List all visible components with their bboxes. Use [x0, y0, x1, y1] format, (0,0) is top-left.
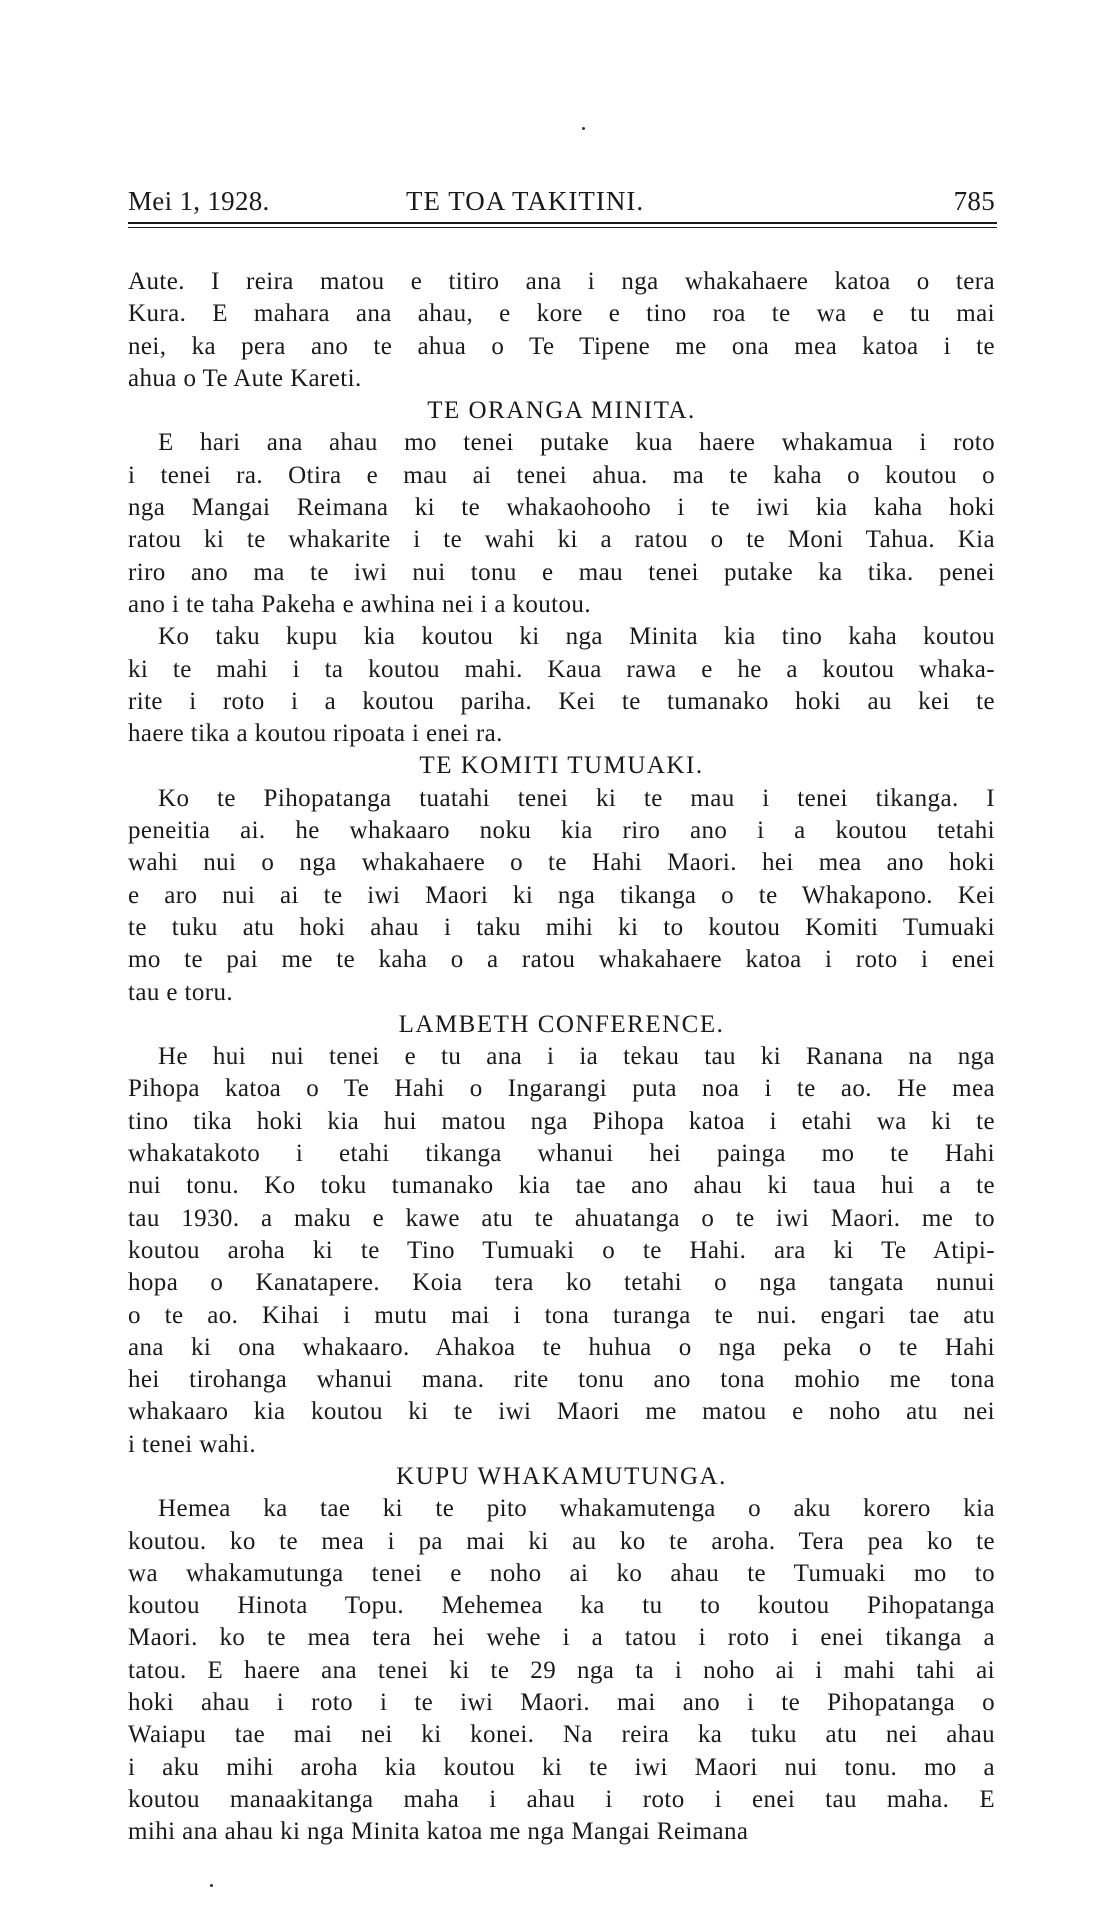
text-line: i tenei ra. Otira e mau ai tenei ahua. ma te kaha o koutou o [128, 461, 995, 489]
text-line: ratou ki te whakarite i te wahi ki a ratou o te Moni Tahua. Kia [128, 526, 995, 554]
text-line: tau 1930. a maku e kawe atu te ahuatanga o te iwi Maori. me to [128, 1204, 995, 1232]
text-line: ana ki ona whakaaro. Ahakoa te huhua o nga peka o te Hahi [128, 1333, 995, 1361]
text-line: whakaaro kia koutou ki te iwi Maori me matou e noho atu nei [128, 1398, 995, 1426]
text-line: Kura. E mahara ana ahau, e kore e tino roa te wa e tu mai [128, 300, 995, 328]
text-line: koutou aroha ki te Tino Tumuaki o te Hahi. ara ki Te Atipi- [128, 1236, 995, 1264]
text-line: wa whakamutunga tenei e noho ai ko ahau te Tumuaki mo to [128, 1559, 995, 1587]
text-line: nga Mangai Reimana ki te whakaohooho i te iwi kia kaha hoki [128, 494, 995, 522]
text-line: ki te mahi i ta koutou mahi. Kaua rawa e he a koutou whaka- [128, 655, 995, 683]
header-date: Mei 1, 1928. [128, 186, 270, 216]
text-line: mo te pai me te kaha o a ratou whakahaere katoa i roto i enei [128, 946, 995, 974]
body-text [128, 266, 995, 1849]
text-line: mihi ana ahau ki nga Minita katoa me nga Mangai Reimana [128, 1818, 749, 1846]
section-heading: KUPU WHAKAMUTUNGA. [396, 1462, 727, 1490]
text-line: nui tonu. Ko toku tumanako kia tae ano ahau ki taua hui a te [128, 1172, 995, 1200]
section-heading: TE KOMITI TUMUAKI. [419, 752, 704, 780]
page-header [128, 186, 995, 222]
text-line: koutou. ko te mea i pa mai ki au ko te aroha. Tera pea ko te [128, 1527, 995, 1555]
text-line: riro ano ma te iwi nui tonu e mau tenei putake ka tika. penei [128, 558, 995, 586]
text-line: Ko taku kupu kia koutou ki nga Minita kia tino kaha koutou [158, 623, 995, 651]
text-line: ahua o Te Aute Kareti. [128, 364, 362, 392]
section-heading: LAMBETH CONFERENCE. [398, 1010, 725, 1038]
text-line: Waiapu tae mai nei ki konei. Na reira ka tuku atu nei ahau [128, 1721, 995, 1749]
text-line: Aute. I reira matou e titiro ana i nga whakahaere katoa o tera [128, 268, 995, 295]
text-line: rite i roto i a koutou pariha. Kei te tumanako hoki au kei te [128, 687, 995, 715]
text-line: e aro nui ai te iwi Maori ki nga tikanga o te Whakapono. Kei [128, 881, 995, 909]
text-line: wahi nui o nga whakahaere o te Hahi Maori. hei mea ano hoki [128, 849, 995, 877]
header-title: TE TOA TAKITINI. [406, 186, 645, 216]
text-line: hopa o Kanatapere. Koia tera ko tetahi o nga tangata nunui [128, 1269, 995, 1297]
text-line: Ko te Pihopatanga tuatahi tenei ki te mau i tenei tikanga. I [158, 784, 995, 812]
section-heading: TE ORANGA MINITA. [427, 397, 696, 425]
speck-mark [210, 1884, 213, 1887]
text-line: koutou Hinota Topu. Mehemea ka tu to koutou Pihopatanga [128, 1592, 995, 1620]
text-line: hoki ahau i roto i te iwi Maori. mai ano i te Pihopatanga o [128, 1689, 995, 1717]
text-line: koutou manaakitanga maha i ahau i roto i enei tau maha. E [128, 1785, 995, 1813]
text-line: ano i te taha Pakeha e awhina nei i a koutou. [128, 590, 591, 618]
header-page-number: 785 [953, 186, 995, 216]
text-line: o te ao. Kihai i mutu mai i tona turanga te nui. engari tae atu [128, 1301, 995, 1329]
text-line: te tuku atu hoki ahau i taku mihi ki to koutou Komiti Tumuaki [128, 913, 995, 941]
text-line: tino tika hoki kia hui matou nga Pihopa katoa i etahi wa ki te [128, 1107, 995, 1135]
speck-mark [582, 127, 585, 130]
text-line: i aku mihi aroha kia koutou ki te iwi Maori nui tonu. mo a [128, 1753, 995, 1781]
text-line: tau e toru. [128, 978, 234, 1006]
text-line: tatou. E haere ana tenei ki te 29 nga ta i noho ai i mahi tahi ai [128, 1656, 995, 1684]
text-line: peneitia ai. he whakaaro noku kia riro ano i a koutou tetahi [128, 817, 995, 845]
text-line: haere tika a koutou ripoata i enei ra. [128, 720, 503, 748]
text-line: E hari ana ahau mo tenei putake kua haere whakamua i roto [158, 429, 995, 457]
text-line: He hui nui tenei e tu ana i ia tekau tau ki Ranana na nga [158, 1043, 995, 1071]
text-line: i tenei wahi. [128, 1430, 257, 1458]
text-line: whakatakoto i etahi tikanga whanui hei painga mo te Hahi [128, 1140, 995, 1168]
text-line: Pihopa katoa o Te Hahi o Ingarangi puta noa i te ao. He mea [128, 1075, 995, 1103]
text-line: hei tirohanga whanui mana. rite tonu ano tona mohio me tona [128, 1366, 995, 1394]
text-line: Maori. ko te mea tera hei wehe i a tatou i roto i enei tikanga a [128, 1624, 995, 1652]
header-rule-thick [128, 222, 997, 224]
text-line: nei, ka pera ano te ahua o Te Tipene me ona mea katoa i te [128, 332, 995, 360]
header-rule-thin [128, 227, 997, 228]
text-line: Hemea ka tae ki te pito whakamutenga o aku korero kia [158, 1495, 995, 1523]
